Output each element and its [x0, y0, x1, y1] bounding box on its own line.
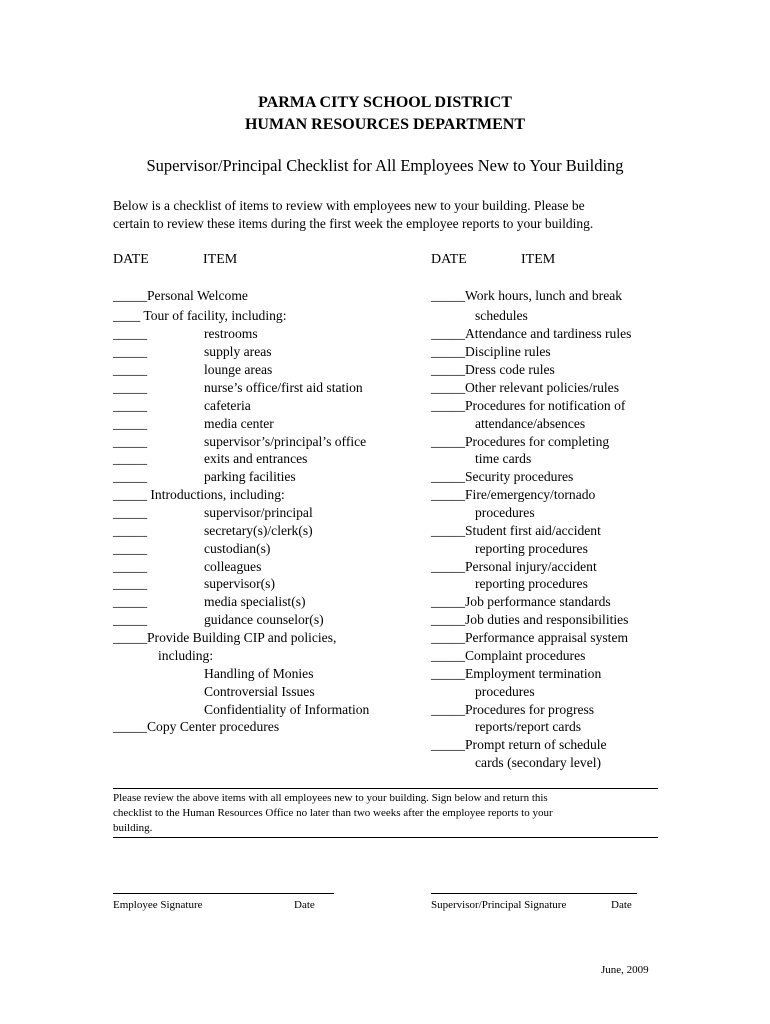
- list-item: reporting procedures: [475, 541, 588, 556]
- list-item: _____Attendance and tardiness rules: [431, 326, 632, 341]
- note-line-1: Please review the above items with all employees new to your building. Sign below and return this: [113, 792, 548, 804]
- list-item: _____Security procedures: [431, 469, 574, 484]
- list-item: procedures: [475, 505, 535, 520]
- list-item: _____Job performance standards: [431, 594, 611, 609]
- intro-line-2: certain to review these items during the first week the employee reports to your building.: [113, 216, 594, 231]
- note-line-3: building.: [113, 822, 153, 834]
- list-item: cards (secondary level): [475, 755, 602, 770]
- left-item-header: ITEM: [203, 252, 238, 267]
- list-item: _____ media specialist(s): [113, 594, 306, 609]
- list-item: procedures: [475, 684, 535, 699]
- note-bottom-rule: [113, 837, 658, 838]
- list-item: _____ cafeteria: [113, 398, 251, 413]
- list-item: _____Provide Building CIP and policies,: [113, 630, 337, 645]
- list-item: _____Discipline rules: [431, 344, 551, 359]
- list-item: _____Dress code rules: [431, 362, 555, 377]
- right-date-header: DATE: [431, 252, 467, 267]
- list-item: _____Procedures for progress: [431, 702, 595, 717]
- intro-line-1: Below is a checklist of items to review with employees new to your building. Please be: [113, 198, 585, 213]
- list-item: _____Other relevant policies/rules: [431, 380, 619, 395]
- list-item: _____Procedures for completing: [431, 434, 610, 449]
- department-title: HUMAN RESOURCES DEPARTMENT: [244, 116, 526, 133]
- list-item: _____ supervisor’s/principal’s office: [113, 434, 367, 449]
- employee-date-label: Date: [294, 899, 315, 911]
- list-item: Handling of Monies: [204, 666, 314, 681]
- list-item: _____Personal injury/accident: [431, 559, 597, 574]
- supervisor-signature-line[interactable]: [431, 893, 637, 894]
- note-top-rule: [113, 788, 658, 789]
- list-item: ____ Tour of facility, including:: [113, 308, 287, 323]
- list-item: _____ supply areas: [113, 344, 272, 359]
- list-item: _____Personal Welcome: [113, 288, 248, 303]
- list-item: Confidentiality of Information: [204, 702, 370, 717]
- list-item: time cards: [475, 451, 532, 466]
- list-item: _____Complaint procedures: [431, 648, 586, 663]
- list-item: _____ media center: [113, 416, 274, 431]
- list-item: _____ exits and entrances: [113, 451, 308, 466]
- list-item: _____ lounge areas: [113, 362, 273, 377]
- list-item: _____ secretary(s)/clerk(s): [113, 523, 313, 538]
- list-item: _____Performance appraisal system: [431, 630, 629, 645]
- list-item: _____ colleagues: [113, 559, 262, 574]
- list-item: _____Prompt return of schedule: [431, 737, 607, 752]
- list-item: _____ Introductions, including:: [113, 487, 285, 502]
- list-item: reports/report cards: [475, 719, 582, 734]
- revision-date: June, 2009: [601, 964, 649, 976]
- list-item: attendance/absences: [475, 416, 586, 431]
- list-item: _____Job duties and responsibilities: [431, 612, 629, 627]
- list-item: reporting procedures: [475, 576, 588, 591]
- list-item: schedules: [475, 308, 528, 323]
- list-item: _____Copy Center procedures: [113, 719, 280, 734]
- list-item: _____ parking facilities: [113, 469, 296, 484]
- list-item: _____Fire/emergency/tornado: [431, 487, 596, 502]
- right-item-header: ITEM: [521, 252, 556, 267]
- list-item: _____ supervisor(s): [113, 576, 275, 591]
- left-date-header: DATE: [113, 252, 149, 267]
- note-line-2: checklist to the Human Resources Office no later than two weeks after the employee reports to your: [113, 807, 553, 819]
- district-title: PARMA CITY SCHOOL DISTRICT: [258, 94, 512, 111]
- supervisor-date-label: Date: [611, 899, 632, 911]
- list-item: _____Employment termination: [431, 666, 602, 681]
- supervisor-signature-label: Supervisor/Principal Signature: [431, 899, 567, 911]
- list-item: _____ nurse’s office/first aid station: [113, 380, 363, 395]
- list-item: including:: [158, 648, 214, 663]
- list-item: _____ restrooms: [113, 326, 258, 341]
- checklist-title: Supervisor/Principal Checklist for All Employees New to Your Building: [146, 156, 624, 175]
- list-item: _____ supervisor/principal: [113, 505, 313, 520]
- list-item: _____Procedures for notification of: [431, 398, 626, 413]
- list-item: Controversial Issues: [204, 684, 315, 699]
- employee-signature-label: Employee Signature: [113, 899, 203, 911]
- list-item: _____Student first aid/accident: [431, 523, 601, 538]
- employee-signature-line[interactable]: [113, 893, 334, 894]
- list-item: _____ custodian(s): [113, 541, 271, 556]
- list-item: _____Work hours, lunch and break: [431, 288, 623, 303]
- list-item: _____ guidance counselor(s): [113, 612, 324, 627]
